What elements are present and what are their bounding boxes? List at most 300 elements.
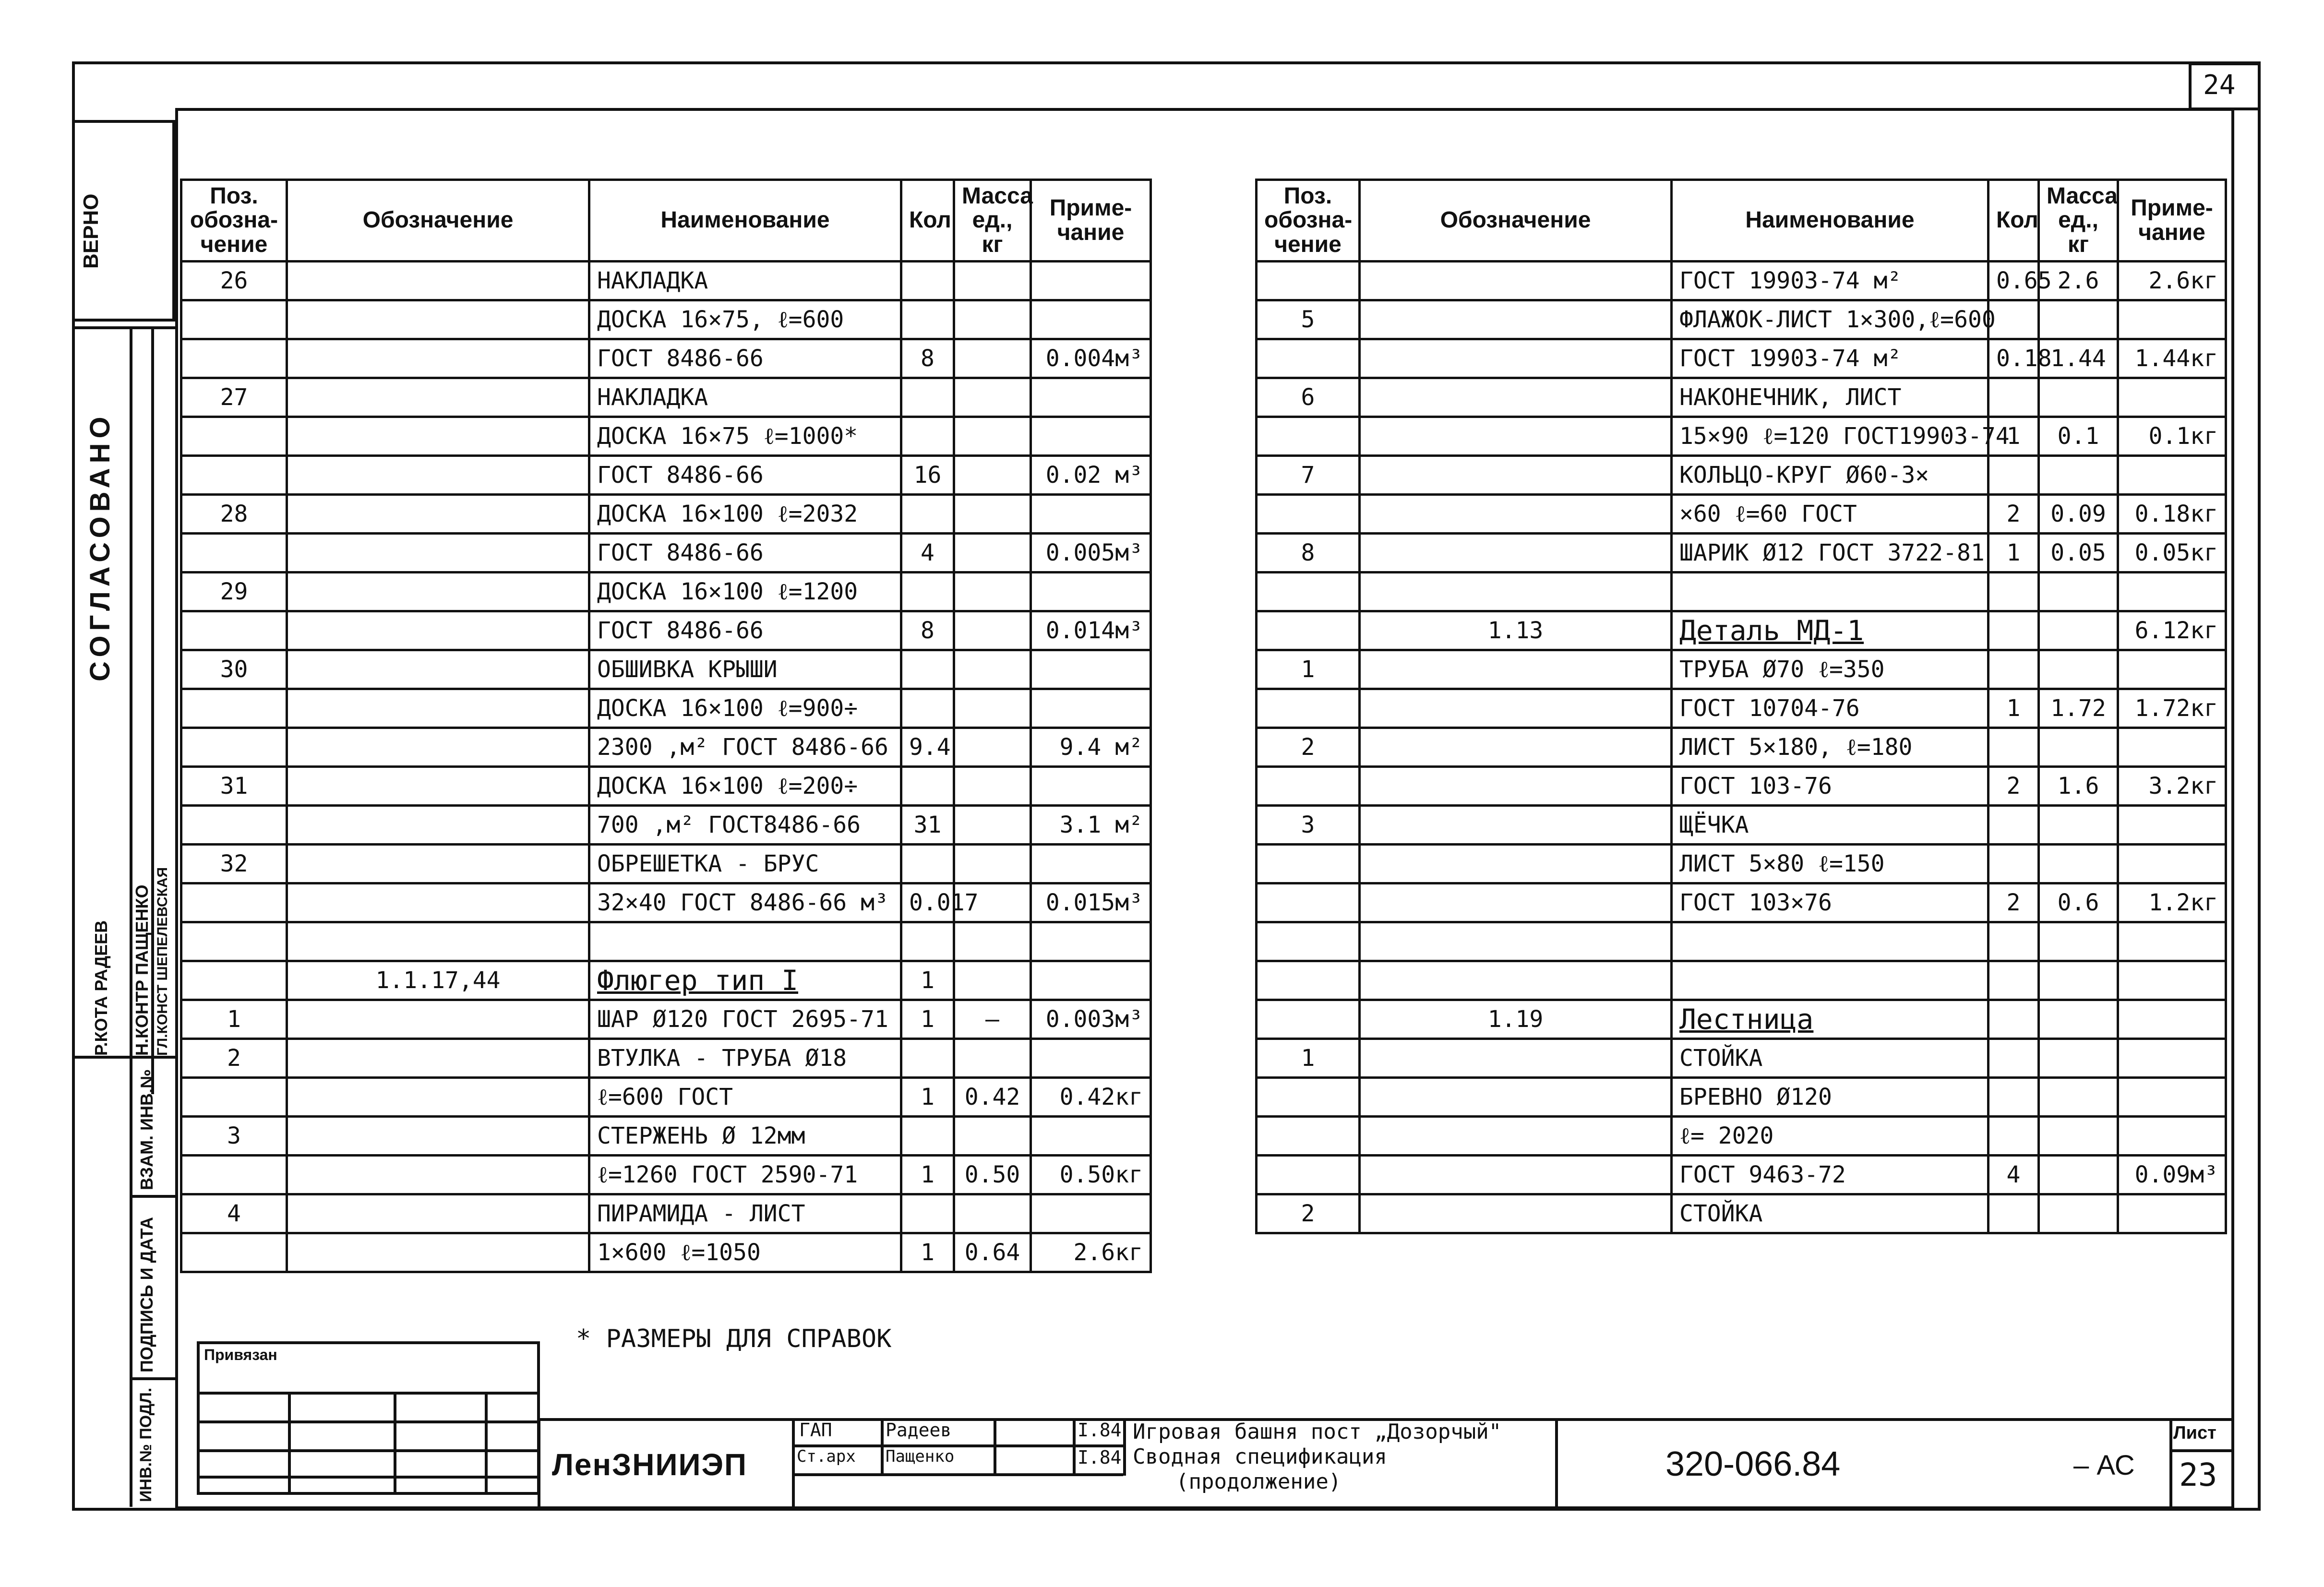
row-name: ℓ= 2020: [1672, 1117, 1989, 1156]
table-row: [1257, 1156, 2226, 1194]
row-designation: [287, 845, 589, 883]
privyazan-grid: [288, 1392, 291, 1495]
row-name: ПИРАМИДА - ЛИСТ: [589, 1194, 901, 1233]
table-row: [1257, 417, 2226, 456]
table-row: [1257, 1078, 2226, 1117]
row-note: [1031, 417, 1151, 456]
row-quantity: 31: [901, 806, 954, 845]
header-qty: Кол: [1989, 180, 2039, 262]
table-row: [181, 806, 1151, 845]
row-position: [181, 728, 287, 767]
row-position: [1257, 1078, 1360, 1117]
row-unit-mass: –: [954, 1000, 1031, 1039]
row-note: [1031, 573, 1151, 611]
row-note: [2118, 961, 2226, 1000]
row-designation: [1360, 883, 1672, 922]
header-designation: Обозначение: [1360, 180, 1672, 262]
row-quantity: [1989, 728, 2039, 767]
row-position: [1257, 689, 1360, 728]
table-row: [1257, 300, 2226, 339]
row-name: [1672, 922, 1989, 961]
drawing-code: 320-066.84: [1665, 1445, 1841, 1483]
privyazan-grid: [197, 1476, 540, 1479]
row-position: [181, 1078, 287, 1117]
row-quantity: 4: [1989, 1156, 2039, 1194]
row-position: [181, 611, 287, 650]
row-quantity: 8: [901, 339, 954, 378]
row-quantity: [901, 845, 954, 883]
row-position: 32: [181, 845, 287, 883]
row-unit-mass: [2039, 1194, 2118, 1233]
row-position: [181, 1233, 287, 1272]
row-quantity: [1989, 300, 2039, 339]
table-row: [1257, 1117, 2226, 1156]
row-quantity: 1: [901, 1156, 954, 1194]
table-row: [181, 1233, 1151, 1272]
row-note: [2118, 300, 2226, 339]
row-note: 2.6кг: [2118, 262, 2226, 300]
row-quantity: 1: [901, 961, 954, 1000]
row-quantity: [901, 300, 954, 339]
row-unit-mass: 1.6: [2039, 767, 2118, 806]
row-note: 0.014м³: [1031, 611, 1151, 650]
row-unit-mass: [954, 573, 1031, 611]
drawing-stage: – АС: [2073, 1450, 2135, 1481]
specification-table-right: [1255, 179, 2227, 1234]
table-row: [1257, 845, 2226, 883]
row-note: [1031, 1117, 1151, 1156]
side-strip-line: [130, 1195, 178, 1198]
row-designation: [1360, 1117, 1672, 1156]
stamp-name-pashchenko: Пащенко: [886, 1447, 955, 1466]
table-row: [181, 534, 1151, 573]
row-note: 0.18кг: [2118, 495, 2226, 534]
table-body-left: [181, 262, 1151, 1272]
row-name: ℓ=1260 ГОСТ 2590-71: [589, 1156, 901, 1194]
row-position: [1257, 961, 1360, 1000]
row-position: 27: [181, 378, 287, 417]
row-name: ЛИСТ 5×180, ℓ=180: [1672, 728, 1989, 767]
row-note: 0.02 м³: [1031, 456, 1151, 495]
row-designation: [287, 1117, 589, 1156]
side-strip-line: [72, 1056, 178, 1059]
side-strip-line: [72, 326, 178, 329]
row-unit-mass: [954, 728, 1031, 767]
row-position: [1257, 883, 1360, 922]
row-name: ДОСКА 16×100 ℓ=1200: [589, 573, 901, 611]
row-quantity: [901, 495, 954, 534]
row-note: [1031, 495, 1151, 534]
row-position: 4: [181, 1194, 287, 1233]
row-designation: [287, 1194, 589, 1233]
row-quantity: 2: [1989, 883, 2039, 922]
row-name: БРЕВНО Ø120: [1672, 1078, 1989, 1117]
row-name: 15×90 ℓ=120 ГОСТ19903-74: [1672, 417, 1989, 456]
organization-name: ЛенЗНИИЭП: [552, 1447, 747, 1482]
row-quantity: [901, 650, 954, 689]
privyazan-grid: [197, 1392, 540, 1395]
row-name: ×60 ℓ=60 ГОСТ: [1672, 495, 1989, 534]
row-designation: [287, 417, 589, 456]
table-row: [1257, 689, 2226, 728]
row-name: Деталь МД-1: [1672, 611, 1989, 650]
table-row: [181, 883, 1151, 922]
row-name: НАКЛАДКА: [589, 262, 901, 300]
privyazan-grid: [197, 1420, 540, 1423]
row-note: 0.005м³: [1031, 534, 1151, 573]
row-designation: [287, 1078, 589, 1117]
row-designation: [287, 689, 589, 728]
row-unit-mass: [954, 650, 1031, 689]
row-position: 2: [181, 1039, 287, 1078]
table-row: [1257, 728, 2226, 767]
row-quantity: 4: [901, 534, 954, 573]
row-unit-mass: [954, 611, 1031, 650]
table-row: [181, 650, 1151, 689]
row-unit-mass: 0.6: [2039, 883, 2118, 922]
side-vzam-inv: ВЗАМ. ИНВ.№: [137, 1069, 156, 1190]
row-note: 0.42кг: [1031, 1078, 1151, 1117]
row-quantity: 1: [901, 1000, 954, 1039]
drawing-title-line-1: Игровая башня пост „Дозорчый": [1133, 1420, 1502, 1444]
header-pos: Поз. обозна- чение: [181, 180, 287, 262]
header-mass: Масса ед., кг: [2039, 180, 2118, 262]
row-name: НАКЛАДКА: [589, 378, 901, 417]
table-row: [181, 417, 1151, 456]
row-designation: [1360, 1156, 1672, 1194]
row-designation: [287, 883, 589, 922]
row-designation: [1360, 378, 1672, 417]
row-note: [1031, 767, 1151, 806]
row-unit-mass: [954, 417, 1031, 456]
table-row: [1257, 1194, 2226, 1233]
table-row: [1257, 1000, 2226, 1039]
row-unit-mass: [2039, 728, 2118, 767]
row-quantity: [901, 767, 954, 806]
table-row: [181, 1194, 1151, 1233]
row-note: [1031, 961, 1151, 1000]
privyazan-label: Привязан: [204, 1346, 277, 1363]
row-position: [1257, 495, 1360, 534]
row-position: [1257, 573, 1360, 611]
row-quantity: 2: [1989, 495, 2039, 534]
row-designation: [287, 495, 589, 534]
row-note: 1.72кг: [2118, 689, 2226, 728]
row-name: 32×40 ГОСТ 8486-66 м³: [589, 883, 901, 922]
row-designation: [1360, 806, 1672, 845]
row-unit-mass: [954, 845, 1031, 883]
row-unit-mass: 0.50: [954, 1156, 1031, 1194]
row-quantity: 0.017: [901, 883, 954, 922]
row-unit-mass: [954, 534, 1031, 573]
side-strip-line: [130, 1377, 178, 1380]
row-position: 30: [181, 650, 287, 689]
row-note: [2118, 806, 2226, 845]
row-designation: 1.13: [1360, 611, 1672, 650]
header-pos: Поз. обозна- чение: [1257, 180, 1360, 262]
row-name: 2300 ,м² ГОСТ 8486-66: [589, 728, 901, 767]
row-name: 1×600 ℓ=1050: [589, 1233, 901, 1272]
stamp-role-starh: Ст.арх: [797, 1447, 856, 1466]
row-quantity: [1989, 573, 2039, 611]
title-block-divider: [2169, 1418, 2172, 1509]
row-note: [1031, 1039, 1151, 1078]
table-row: [181, 300, 1151, 339]
row-name: НАКОНЕЧНИК, ЛИСТ: [1672, 378, 1989, 417]
row-name: [1672, 573, 1989, 611]
row-unit-mass: [2039, 1156, 2118, 1194]
specification-table-left: [180, 179, 1152, 1273]
row-designation: 1.19: [1360, 1000, 1672, 1039]
row-quantity: 2: [1989, 767, 2039, 806]
row-unit-mass: [954, 300, 1031, 339]
row-position: 7: [1257, 456, 1360, 495]
row-name: ДОСКА 16×75 ℓ=1000*: [589, 417, 901, 456]
row-designation: [1360, 961, 1672, 1000]
row-position: [181, 806, 287, 845]
row-position: [1257, 767, 1360, 806]
row-name: ГОСТ 8486-66: [589, 534, 901, 573]
row-designation: [1360, 845, 1672, 883]
row-position: 2: [1257, 728, 1360, 767]
row-designation: [1360, 922, 1672, 961]
row-designation: [1360, 1194, 1672, 1233]
table-row: [181, 922, 1151, 961]
row-designation: [1360, 262, 1672, 300]
row-quantity: [1989, 378, 2039, 417]
row-position: 3: [1257, 806, 1360, 845]
row-name: ДОСКА 16×100 ℓ=200÷: [589, 767, 901, 806]
row-quantity: [901, 573, 954, 611]
table-row: [1257, 573, 2226, 611]
row-name: СТЕРЖЕНЬ Ø 12мм: [589, 1117, 901, 1156]
row-unit-mass: [2039, 456, 2118, 495]
title-block-divider: [1555, 1418, 1558, 1509]
stamp-date-1: I.84: [1078, 1420, 1122, 1441]
row-note: [2118, 922, 2226, 961]
row-quantity: 8: [901, 611, 954, 650]
row-note: [1031, 845, 1151, 883]
row-position: 28: [181, 495, 287, 534]
row-designation: [287, 262, 589, 300]
row-position: [181, 922, 287, 961]
row-designation: [287, 611, 589, 650]
side-person-1: Р.КОТА РАДЕЕВ: [91, 920, 111, 1056]
row-position: 5: [1257, 300, 1360, 339]
header-name: Наименование: [589, 180, 901, 262]
row-position: [1257, 339, 1360, 378]
row-note: [1031, 922, 1151, 961]
row-designation: [1360, 573, 1672, 611]
header-name: Наименование: [1672, 180, 1989, 262]
row-designation: [287, 650, 589, 689]
row-position: [1257, 417, 1360, 456]
row-position: 1: [1257, 650, 1360, 689]
row-note: 2.6кг: [1031, 1233, 1151, 1272]
row-designation: [287, 1039, 589, 1078]
row-note: [2118, 1000, 2226, 1039]
row-name: [1672, 961, 1989, 1000]
row-position: [181, 1156, 287, 1194]
table-row: [181, 1078, 1151, 1117]
row-quantity: [1989, 456, 2039, 495]
row-designation: [1360, 300, 1672, 339]
row-position: [181, 417, 287, 456]
row-note: 3.2кг: [2118, 767, 2226, 806]
row-name: ГОСТ 103-76: [1672, 767, 1989, 806]
row-name: ДОСКА 16×75, ℓ=600: [589, 300, 901, 339]
row-quantity: 0.18: [1989, 339, 2039, 378]
title-block-divider: [792, 1473, 1123, 1476]
row-unit-mass: [2039, 1078, 2118, 1117]
title-block-divider: [2169, 1449, 2234, 1452]
row-note: 0.05кг: [2118, 534, 2226, 573]
row-unit-mass: [2039, 650, 2118, 689]
row-quantity: [1989, 1078, 2039, 1117]
table-row: [1257, 883, 2226, 922]
table-row: [181, 611, 1151, 650]
privyazan-grid: [197, 1449, 540, 1452]
row-quantity: [1989, 1117, 2039, 1156]
row-position: [181, 883, 287, 922]
row-position: 6: [1257, 378, 1360, 417]
row-name: КОЛЬЦО-КРУГ Ø60-3×: [1672, 456, 1989, 495]
row-position: [181, 961, 287, 1000]
side-verno: ВЕРНО: [79, 193, 103, 269]
row-unit-mass: [954, 922, 1031, 961]
row-name: ТРУБА Ø70 ℓ=350: [1672, 650, 1989, 689]
header-note: Приме- чание: [1031, 180, 1151, 262]
row-unit-mass: [2039, 573, 2118, 611]
row-quantity: [1989, 1039, 2039, 1078]
table-row: [1257, 378, 2226, 417]
side-inv-podl: ИНВ.№ ПОДЛ.: [137, 1387, 155, 1502]
row-note: 0.1кг: [2118, 417, 2226, 456]
row-position: [181, 339, 287, 378]
row-position: [1257, 845, 1360, 883]
table-row: [181, 728, 1151, 767]
row-designation: [287, 806, 589, 845]
row-unit-mass: [954, 262, 1031, 300]
table-row: [1257, 262, 2226, 300]
row-unit-mass: [954, 1039, 1031, 1078]
table-row: [1257, 1039, 2226, 1078]
row-position: [1257, 1117, 1360, 1156]
table-row: [181, 262, 1151, 300]
table-row: [181, 767, 1151, 806]
row-unit-mass: 0.09: [2039, 495, 2118, 534]
table-row: [1257, 495, 2226, 534]
row-unit-mass: [2039, 300, 2118, 339]
side-person-2: Н.КОНТР ПАЩЕНКО: [132, 884, 152, 1056]
row-unit-mass: 0.64: [954, 1233, 1031, 1272]
row-quantity: [901, 1039, 954, 1078]
row-unit-mass: [2039, 922, 2118, 961]
stamp-name-radeev: Радеев: [886, 1420, 952, 1441]
row-name: ГОСТ 8486-66: [589, 611, 901, 650]
row-name: ДОСКА 16×100 ℓ=900÷: [589, 689, 901, 728]
row-unit-mass: [2039, 378, 2118, 417]
row-unit-mass: 2.6: [2039, 262, 2118, 300]
row-designation: [287, 456, 589, 495]
row-position: 2: [1257, 1194, 1360, 1233]
row-name: ГОСТ 8486-66: [589, 339, 901, 378]
row-quantity: [1989, 650, 2039, 689]
table-row: [181, 845, 1151, 883]
row-unit-mass: [954, 806, 1031, 845]
row-unit-mass: [954, 961, 1031, 1000]
row-unit-mass: 1.44: [2039, 339, 2118, 378]
table-row: [181, 339, 1151, 378]
row-designation: [1360, 495, 1672, 534]
page-number: 24: [2203, 70, 2236, 101]
row-name: СТОЙКА: [1672, 1194, 1989, 1233]
row-designation: [1360, 650, 1672, 689]
row-position: [181, 300, 287, 339]
row-position: 8: [1257, 534, 1360, 573]
header-note: Приме- чание: [2118, 180, 2226, 262]
row-unit-mass: [2039, 1000, 2118, 1039]
row-note: [2118, 650, 2226, 689]
row-note: [2118, 845, 2226, 883]
drawing-title-line-3: (продолжение): [1176, 1469, 1342, 1494]
drawing-title-line-2: Сводная спецификация: [1133, 1444, 1387, 1469]
row-position: 3: [181, 1117, 287, 1156]
row-quantity: 9.4: [901, 728, 954, 767]
row-note: [2118, 1194, 2226, 1233]
row-name: ЩЁЧКА: [1672, 806, 1989, 845]
sheet-label: Лист: [2173, 1423, 2216, 1443]
row-name: ГОСТ 19903-74 м²: [1672, 339, 1989, 378]
row-designation: [287, 339, 589, 378]
side-soglasovano: СОГЛАСОВАНО: [84, 412, 116, 681]
row-name: Флюгер тип I: [589, 961, 901, 1000]
privyazan-grid: [394, 1392, 396, 1495]
row-quantity: 0.65: [1989, 262, 2039, 300]
row-note: 1.44кг: [2118, 339, 2226, 378]
row-name: ВТУЛКА - ТРУБА Ø18: [589, 1039, 901, 1078]
row-designation: [287, 922, 589, 961]
table-row: [181, 1156, 1151, 1194]
table-row: [181, 1039, 1151, 1078]
row-note: [2118, 1078, 2226, 1117]
row-note: [1031, 689, 1151, 728]
table-header-row: [1257, 180, 2226, 262]
header-qty: Кол: [901, 180, 954, 262]
side-podpis-data: ПОДПИСЬ И ДАТА: [137, 1217, 156, 1372]
row-designation: [1360, 728, 1672, 767]
row-note: [1031, 262, 1151, 300]
row-designation: [1360, 1039, 1672, 1078]
table-row: [181, 1000, 1151, 1039]
row-position: 26: [181, 262, 287, 300]
row-unit-mass: [954, 456, 1031, 495]
row-note: [1031, 1194, 1151, 1233]
row-quantity: [901, 1194, 954, 1233]
row-note: 0.50кг: [1031, 1156, 1151, 1194]
row-note: 6.12кг: [2118, 611, 2226, 650]
header-mass: Масса ед., кг: [954, 180, 1031, 262]
row-unit-mass: [2039, 845, 2118, 883]
title-block-divider: [792, 1418, 795, 1509]
row-position: [1257, 611, 1360, 650]
table-row: [181, 378, 1151, 417]
row-note: [2118, 378, 2226, 417]
row-designation: [287, 534, 589, 573]
table-row: [1257, 339, 2226, 378]
row-note: [2118, 728, 2226, 767]
row-position: 1: [1257, 1039, 1360, 1078]
